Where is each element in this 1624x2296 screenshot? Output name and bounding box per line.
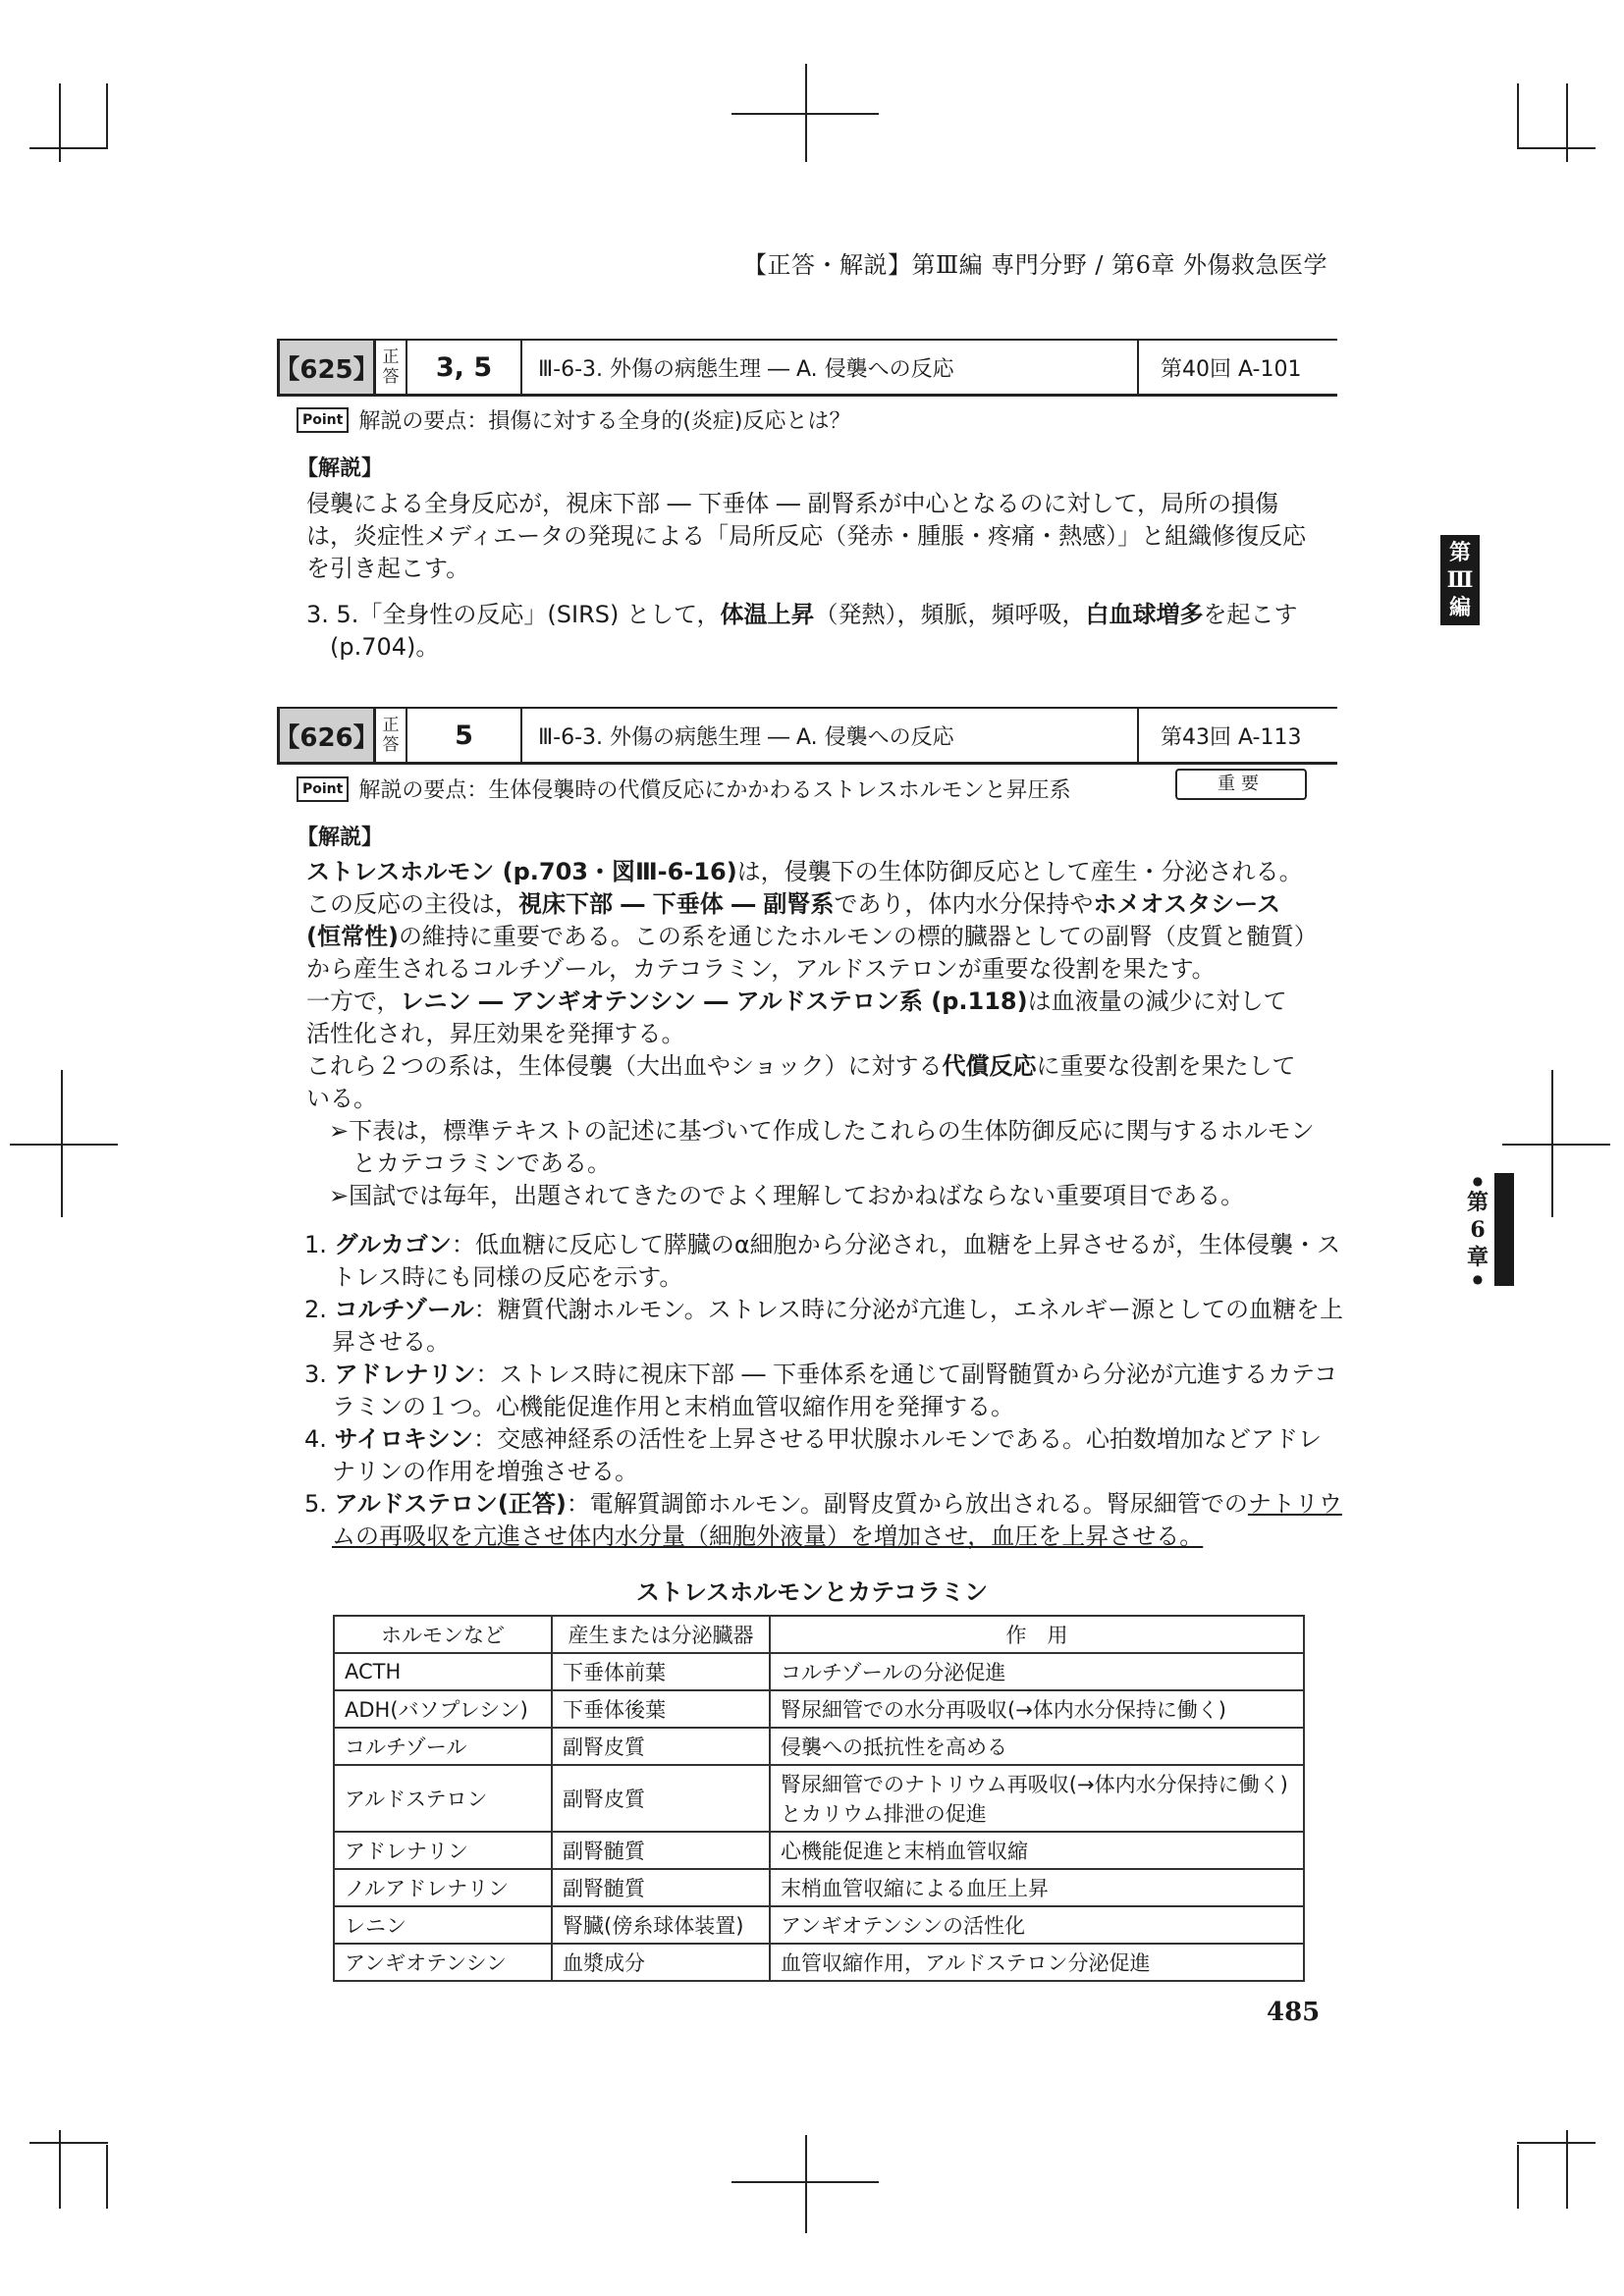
note-item: ➢国試では毎年，出題されてきたのでよく理解しておかねばならない重要項目である。 [329,1182,1245,1209]
table-title: ストレスホルモンとカテコラミン [635,1578,989,1606]
crop-mark [59,83,61,162]
table-header: 作 用 [770,1616,1304,1653]
side-tab-char: 第 [1448,540,1471,565]
table-cell: 末梢血管収縮による血圧上昇 [770,1869,1304,1906]
side-tab-char: 編 [1448,595,1471,620]
answer-option-correct: 5. アルドステロン(正答)：電解質調節ホルモン。副腎皮質から放出される。腎尿細管でのナトリウムの再吸収を亢進させ体内水分量（細胞外液量）を増加させ，血圧を上昇させる。 [304,1490,1342,1550]
table-header: 産生または分泌臓器 [552,1616,770,1653]
table-cell: 副腎髄質 [552,1869,770,1906]
point-row [297,774,1071,804]
crop-mark [1517,2142,1596,2144]
bullet-icon: ● [1472,1272,1484,1286]
table-header: ホルモンなど [334,1616,552,1653]
crop-mark [1517,147,1596,149]
explanation-paragraph: 一方で，レニン ― アンギオテンシン ― アルドステロン系 (p.118)は血液量の減少に対して活性化され，昇圧効果を発揮する。 [306,988,1287,1047]
table-cell: コルチゾール [334,1728,552,1765]
table-cell: 腎尿細管での水分再吸収(→体内水分保持に働く) [770,1690,1304,1728]
table-cell: 血漿成分 [552,1944,770,1981]
answer-option: 2. コルチゾール：糖質代謝ホルモン。ストレス時に分泌が亢進し，エネルギー源としての血糖を上昇させる。 [304,1296,1343,1356]
table-row [334,1728,1304,1765]
topic-label: Ⅲ-6-3. 外傷の病態生理 ― A. 侵襲への反応 [522,709,1139,762]
table-cell: コルチゾールの分泌促進 [770,1653,1304,1690]
exam-reference: 第43回 A-113 [1161,724,1302,750]
topic-label: Ⅲ-6-3. 外傷の病態生理 ― A. 侵襲への反応 [522,341,1139,394]
table-cell: レニン [334,1906,552,1944]
crop-mark [59,2130,61,2209]
answer-option: 4. サイロキシン：交感神経系の活性を上昇させる甲状腺ホルモンである。心拍数増加などアドレナリンの作用を増強させる。 [304,1425,1323,1485]
crop-mark [1517,2145,1519,2209]
answer-explanation: 3. 5.「全身性の反応」(SIRS) として，体温上昇（発熱），頻脈，頻呼吸，白血球増多を起こす (p.704)。 [306,601,1298,661]
explanation-paragraph: ストレスホルモン (p.703・図Ⅲ-6-16)は，侵襲下の生体防御反応として産生・分泌される。 [306,858,1303,885]
crop-mark [805,64,807,162]
seitou-label: 正 答 [376,709,407,762]
table-cell: 腎臓(傍糸球体装置) [552,1906,770,1944]
explanation-paragraph: 侵襲による全身反応が，視床下部 ― 下垂体 ― 副腎系が中心となるのに対して，局所の損傷は，炎症性メディエータの発現による「局所反応（発赤・腫脹・疼痛・熱感）」と組織修復反応を引き起こす。 [306,490,1307,582]
side-tab-char: Ⅲ [1446,567,1474,593]
hormone-table [333,1615,1305,1982]
note-item: ➢下表は，標準テキストの記述に基づいて作成したこれらの生体防御反応に関与するホルモンとカテコラミンである。 [329,1117,1315,1177]
question-number: 【626】 [277,709,376,762]
crop-mark [1517,83,1519,147]
exam-reference: 第40回 A-101 [1161,356,1302,382]
side-tab-hen [1440,535,1480,625]
table-row [334,1832,1304,1869]
bullet-icon: ● [1472,1174,1484,1188]
point-icon: Point [297,407,349,433]
table-cell: ACTH [334,1653,552,1690]
seitou-label: 正 答 [376,341,407,394]
table-cell: 副腎髄質 [552,1832,770,1869]
table-cell: ADH(バソプレシン) [334,1690,552,1728]
page-number: 485 [1267,1998,1321,2027]
crop-mark [106,2145,108,2209]
point-icon: Point [297,776,349,802]
table-cell: 腎尿細管でのナトリウム再吸収(→体内水分保持に働く)とカリウム排泄の促進 [770,1765,1304,1832]
table-row [334,1944,1304,1981]
table-row [334,1690,1304,1728]
explanation-paragraph: これら２つの系は，生体侵襲（大出血やショック）に対する代償反応に重要な役割を果たしている。 [306,1052,1296,1112]
table-cell: 副腎皮質 [552,1728,770,1765]
table-cell: アンギオテンシン [334,1944,552,1981]
question-number: 【625】 [277,341,376,394]
crop-mark [61,1070,63,1217]
point-text: 解説の要点：損傷に対する全身的(炎症)反応とは？ [358,409,851,434]
question-header-625 [274,339,1337,397]
table-cell: 侵襲への抵抗性を高める [770,1728,1304,1765]
crop-mark [805,2135,807,2233]
table-cell: アンギオテンシンの活性化 [770,1906,1304,1944]
side-tab-shou [1465,1173,1519,1286]
crop-mark [1566,2130,1568,2209]
side-tab-char: 第 [1466,1190,1489,1215]
table-cell: 副腎皮質 [552,1765,770,1832]
answer-option: 3. アドレナリン：ストレス時に視床下部 ― 下垂体系を通じて副腎髄質から分泌が亢進するカテコラミンの１つ。心機能促進作用と末梢血管収縮作用を発揮する。 [304,1361,1338,1420]
point-text: 解説の要点：生体侵襲時の代償反応にかかわるストレスホルモンと昇圧系 [358,778,1071,803]
table-row [334,1653,1304,1690]
table-row [334,1765,1304,1832]
crop-mark [1502,1144,1610,1146]
answer-option: 1. グルカゴン：低血糖に反応して膵臓のα細胞から分泌され，血糖を上昇させるが，生体侵襲・ストレス時にも同様の反応を示す。 [304,1231,1341,1291]
table-cell: ノルアドレナリン [334,1869,552,1906]
crop-mark [10,1144,118,1146]
question-header-626 [274,707,1337,765]
answer-value: 3, 5 [407,341,522,394]
table-cell: 血管収縮作用，アルドステロン分泌促進 [770,1944,1304,1981]
answer-value: 5 [407,709,522,762]
table-cell: 下垂体前葉 [552,1653,770,1690]
running-head: 【正答・解説】第Ⅲ編 専門分野 / 第6章 外傷救急医学 [742,251,1327,279]
kaisetsu-label: 【解説】 [297,456,384,481]
crop-mark [1566,83,1568,162]
side-tab-bar [1494,1173,1514,1286]
importance-badge: 重要 [1175,769,1307,800]
table-cell: アドレナリン [334,1832,552,1869]
table-cell: 下垂体後葉 [552,1690,770,1728]
crop-mark [29,147,108,149]
table-cell: 心機能促進と末梢血管収縮 [770,1832,1304,1869]
table-row [334,1869,1304,1906]
side-tab-char: 章 [1466,1245,1489,1270]
side-tab-char: 6 [1470,1217,1486,1243]
crop-mark [29,2142,108,2144]
explanation-paragraph: この反応の主役は，視床下部 ― 下垂体 ― 副腎系であり，体内水分保持やホメオスタシース(恒常性)の維持に重要である。この系を通じたホルモンの標的臓器としての副腎（皮質と髄質）から産生されるコルチゾール，カテコラミン，アルドステロンが重要な役割を果たす。 [306,890,1306,983]
crop-mark [1551,1070,1553,1217]
crop-mark [106,83,108,147]
table-header-row [334,1616,1304,1653]
point-row [297,404,851,435]
table-row [334,1906,1304,1944]
table-cell: アルドステロン [334,1765,552,1832]
kaisetsu-label: 【解説】 [297,826,384,850]
